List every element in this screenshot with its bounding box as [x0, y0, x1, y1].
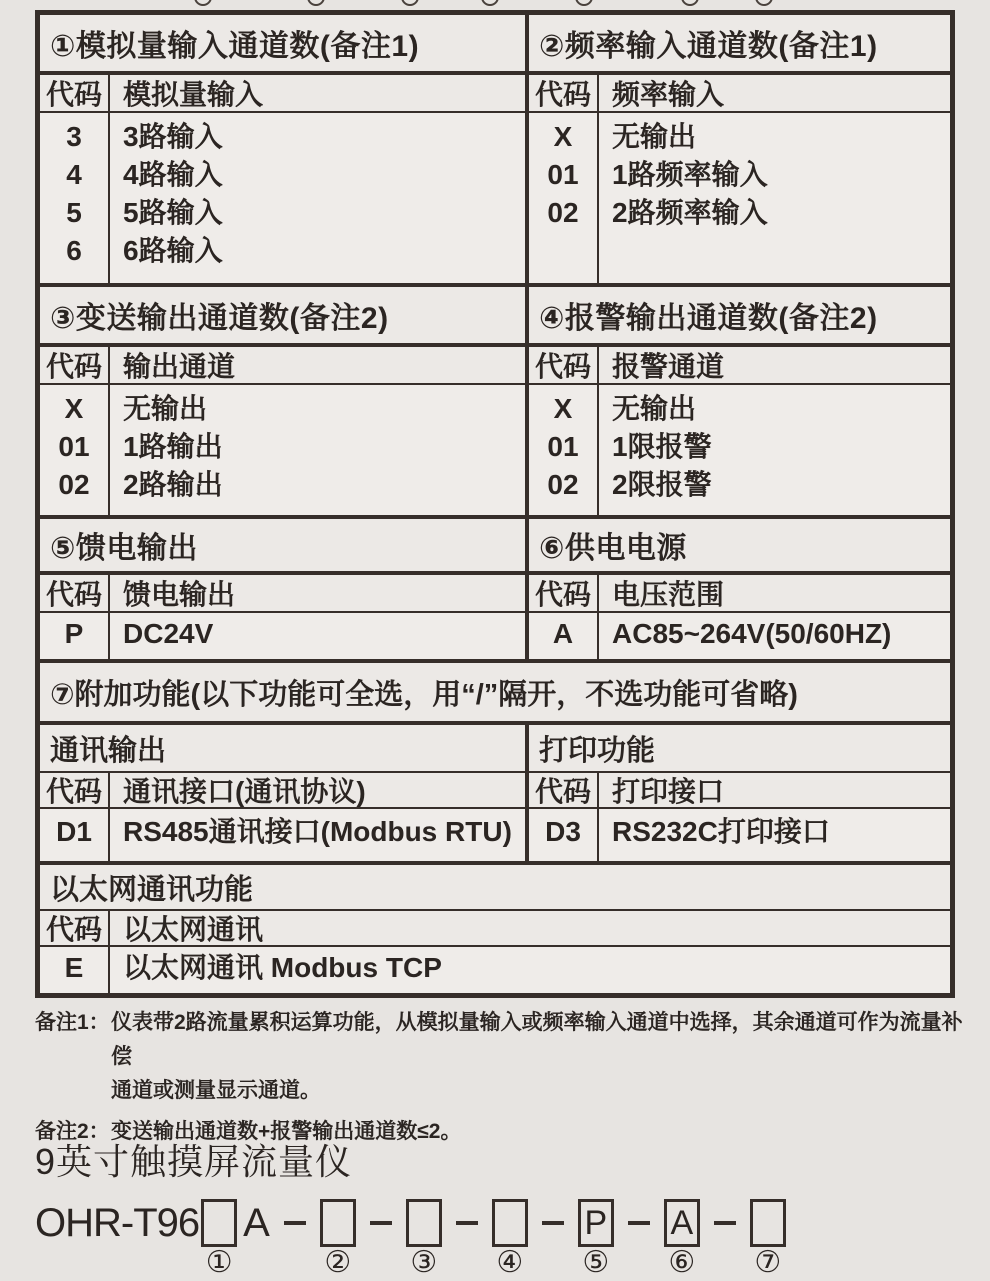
code-description: 无输出 [612, 393, 697, 424]
cut-circled-number-icon [401, 0, 419, 6]
code-descriptions [599, 385, 950, 515]
code-description: DC24V [123, 618, 214, 649]
code-rows [529, 385, 950, 515]
model-slot-2 [320, 1196, 356, 1279]
subsection-ethernet [40, 865, 950, 993]
code-values [529, 613, 599, 659]
code-description: 2路频率输入 [612, 197, 768, 228]
column-header-row [40, 347, 525, 385]
cut-circled-number-icon [307, 0, 325, 6]
code-values [40, 113, 110, 283]
dash-separator [456, 1221, 478, 1225]
callout-4: ④ [496, 1246, 524, 1279]
code-rows [529, 809, 950, 861]
code-column-header: 代码 [40, 575, 110, 611]
section-title: ④报警输出通道数(备注2) [529, 287, 950, 347]
cut-circled-number-icon [194, 0, 212, 6]
section-title: ⑤馈电输出 [40, 519, 525, 575]
section-title: ①模拟量输入通道数(备注1) [40, 15, 525, 75]
code-value: 3 [66, 121, 82, 152]
column-header-row [40, 911, 950, 947]
column-header-row [40, 575, 525, 613]
callout-7: ⑦ [754, 1246, 782, 1279]
band-ethernet [40, 861, 950, 993]
section-supply-power [529, 519, 950, 659]
code-value: A [552, 618, 574, 649]
band-additional-header [40, 659, 950, 721]
code-descriptions [599, 613, 950, 659]
code-description: 1路输出 [123, 431, 223, 462]
code-descriptions [110, 613, 525, 659]
code-description: 5路输入 [123, 197, 223, 228]
section-feed-output [40, 519, 529, 659]
code-value: 5 [66, 197, 82, 228]
model-box-5: P [578, 1199, 614, 1247]
model-slot-4 [492, 1196, 528, 1279]
code-descriptions [110, 947, 950, 993]
cut-circled-number-icon [755, 0, 773, 6]
code-value: 01 [547, 431, 579, 462]
model-slot-3 [406, 1196, 442, 1279]
desc-column-header: 打印接口 [612, 776, 725, 807]
code-column-header: 代码 [529, 75, 599, 111]
code-value: X [553, 121, 573, 152]
section-transmit-output [40, 287, 529, 515]
column-header-row [529, 575, 950, 613]
code-descriptions [599, 113, 950, 283]
section-title: ③变送输出通道数(备注2) [40, 287, 525, 347]
dash-separator [284, 1221, 306, 1225]
subsection-title: 打印功能 [529, 725, 950, 773]
desc-column-header: 频率输入 [612, 79, 725, 110]
subsection-title: 通讯输出 [40, 725, 525, 773]
code-rows [40, 809, 525, 861]
section-title: ②频率输入通道数(备注1) [529, 15, 950, 75]
code-value: X [64, 393, 84, 424]
model-box-2 [320, 1199, 356, 1247]
code-description: 1限报警 [612, 431, 712, 462]
band-outputs [40, 283, 950, 515]
note-line: 仪表带2路流量累积运算功能，从模拟量输入或频率输入通道中选择，其余通道可作为流量补偿 [111, 1011, 963, 1068]
code-rows [40, 613, 525, 659]
code-column-header: 代码 [529, 773, 599, 807]
model-slot-1 [201, 1196, 237, 1279]
code-description: 6路输入 [123, 235, 223, 266]
code-description: 无输出 [612, 121, 697, 152]
model-box-3 [406, 1199, 442, 1247]
code-column-header: 代码 [529, 347, 599, 383]
column-header-row [40, 75, 525, 113]
section-title: ⑦附加功能(以下功能可全选，用“/”隔开，不选功能可省略) [40, 663, 950, 721]
code-column-header: 代码 [529, 575, 599, 611]
dash-separator [714, 1221, 736, 1225]
section-title: ⑥供电电源 [529, 519, 950, 575]
desc-column-header: 输出通道 [123, 351, 236, 382]
note-text [111, 1006, 965, 1108]
code-values [529, 113, 599, 283]
code-column-header: 代码 [40, 911, 110, 945]
code-value: 02 [58, 469, 90, 500]
note-text: 变送输出通道数+报警输出通道数≤2。 [111, 1120, 462, 1143]
code-column-header: 代码 [40, 347, 110, 383]
column-header-row [529, 347, 950, 385]
note-1 [35, 1006, 965, 1108]
subsection-title: 以太网通讯功能 [40, 865, 950, 911]
model-code-line [35, 1196, 788, 1279]
note-line: 通道或测量显示通道。 [111, 1079, 321, 1102]
callout-2: ② [324, 1246, 352, 1279]
code-values [40, 809, 110, 861]
code-description: 4路输入 [123, 159, 223, 190]
callout-5: ⑤ [582, 1246, 610, 1279]
code-value: 01 [58, 431, 90, 462]
code-description: 以太网通讯 Modbus TCP [123, 952, 442, 983]
code-descriptions [110, 385, 525, 515]
code-rows [40, 385, 525, 515]
code-descriptions [110, 809, 525, 861]
code-description: 无输出 [123, 393, 208, 424]
section-frequency-input [529, 15, 950, 283]
model-slot-6 [664, 1196, 700, 1279]
model-prefix: OHR-T96 [35, 1200, 200, 1245]
code-value: E [64, 952, 84, 983]
desc-column-header: 通讯接口(通讯协议) [123, 776, 366, 807]
desc-column-header: 以太网通讯 [123, 914, 264, 945]
model-box-4 [492, 1199, 528, 1247]
model-fixed-letter: A [243, 1200, 270, 1245]
desc-column-header: 报警通道 [612, 351, 725, 382]
notes [35, 1006, 965, 1149]
code-value: X [553, 393, 573, 424]
code-value: D3 [545, 816, 581, 847]
code-values [529, 385, 599, 515]
section-additional-functions [40, 663, 950, 721]
code-values [40, 613, 110, 659]
model-slot-5 [578, 1196, 614, 1279]
code-rows [40, 947, 950, 993]
code-value: 01 [547, 159, 579, 190]
model-box-7 [750, 1199, 786, 1247]
code-value: 4 [66, 159, 82, 190]
code-description: 3路输入 [123, 121, 223, 152]
note-label: 备注1： [35, 1011, 110, 1034]
band-comm-print [40, 721, 950, 861]
code-values [529, 809, 599, 861]
code-value: 02 [547, 197, 579, 228]
code-value: D1 [56, 816, 92, 847]
band-inputs [40, 15, 950, 283]
code-descriptions [110, 113, 525, 283]
code-column-header: 代码 [40, 75, 110, 111]
column-header-row [529, 773, 950, 809]
product-title: 9英寸触摸屏流量仪 [35, 1141, 353, 1182]
section-analog-input [40, 15, 529, 283]
desc-column-header: 电压范围 [612, 579, 725, 610]
callout-3: ③ [410, 1246, 438, 1279]
code-descriptions [599, 809, 950, 861]
dash-separator [628, 1221, 650, 1225]
note-label: 备注2： [35, 1120, 110, 1143]
desc-column-header: 馈电输出 [123, 579, 236, 610]
code-description: 1路频率输入 [612, 159, 768, 190]
model-slot-7 [750, 1196, 786, 1279]
dash-separator [542, 1221, 564, 1225]
callout-1: ① [205, 1246, 233, 1279]
model-box-1 [201, 1199, 237, 1247]
desc-column-header: 模拟量输入 [123, 79, 264, 110]
callout-6: ⑥ [668, 1246, 696, 1279]
code-rows [40, 113, 525, 283]
code-description: RS485通讯接口(Modbus RTU) [123, 816, 512, 847]
cut-circled-number-icon [681, 0, 699, 6]
code-rows [529, 113, 950, 283]
code-value: 6 [66, 235, 82, 266]
cut-circled-number-icon [575, 0, 593, 6]
dash-separator [370, 1221, 392, 1225]
model-selection-table [35, 10, 955, 998]
model-box-6: A [664, 1199, 700, 1247]
code-description: 2限报警 [612, 469, 712, 500]
column-header-row [529, 75, 950, 113]
cut-circled-number-icon [481, 0, 499, 6]
band-power [40, 515, 950, 659]
code-values [40, 947, 110, 993]
code-description: 2路输出 [123, 469, 223, 500]
code-value: 02 [547, 469, 579, 500]
subsection-comm-output [40, 725, 529, 861]
column-header-row [40, 773, 525, 809]
subsection-print-function [529, 725, 950, 861]
code-rows [529, 613, 950, 659]
code-description: AC85~264V(50/60HZ) [612, 618, 892, 649]
code-value: P [64, 618, 84, 649]
code-description: RS232C打印接口 [612, 816, 830, 847]
footer [35, 1141, 788, 1279]
section-alarm-output [529, 287, 950, 515]
code-values [40, 385, 110, 515]
code-column-header: 代码 [40, 773, 110, 807]
